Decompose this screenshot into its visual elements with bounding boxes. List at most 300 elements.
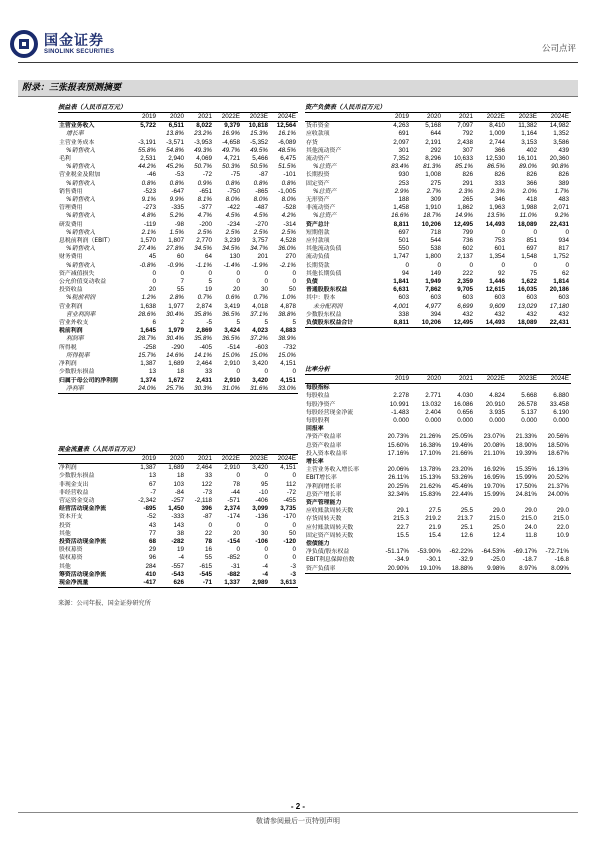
- table-header-row: [58, 455, 298, 464]
- value-cell: 143: [173, 521, 184, 529]
- value-cell: 25.1: [460, 523, 473, 531]
- row-label: 债权募资: [59, 555, 83, 562]
- value-cell: 50.5%: [250, 163, 268, 171]
- value-cell: 4,878: [280, 302, 296, 310]
- row-label: 净利润: [59, 361, 77, 368]
- value-cell: [475, 384, 507, 393]
- value-cell: 0.8%: [141, 179, 156, 187]
- value-cell: 15.0%: [278, 351, 296, 359]
- table-row: [305, 278, 571, 286]
- row-label: 存货周转天数: [306, 516, 342, 523]
- year-header: 2020: [158, 455, 186, 464]
- value-cell: 1,387: [140, 360, 156, 368]
- value-cell: 37.1%: [250, 310, 268, 318]
- value-cell: 817: [558, 245, 569, 253]
- value-cell: -895: [143, 505, 156, 513]
- table-row: [58, 579, 298, 588]
- value-cell: 2,431: [196, 376, 212, 384]
- value-cell: 11.0%: [519, 212, 537, 220]
- value-cell: 13.78%: [419, 466, 441, 474]
- year-header: 2023E: [507, 375, 539, 384]
- value-cell: 0: [152, 269, 156, 277]
- value-cell: 1,689: [168, 464, 184, 472]
- value-cell: -523: [143, 187, 156, 195]
- value-cell: 27.8%: [166, 245, 184, 253]
- row-label: 偿债能力: [306, 541, 330, 548]
- value-cell: -53.90%: [417, 548, 441, 556]
- table-row: [305, 253, 571, 261]
- year-header: 2024E: [539, 113, 571, 122]
- value-cell: 4,528: [280, 237, 296, 245]
- table-row: [305, 171, 571, 179]
- value-cell: 4,001: [393, 302, 409, 310]
- value-cell: -44: [230, 488, 240, 496]
- table-row: [305, 245, 571, 253]
- value-cell: 4.2%: [281, 212, 296, 220]
- row-label: 投资活动现金净流: [59, 539, 107, 546]
- value-cell: 826: [558, 171, 569, 179]
- value-cell: 6.190: [553, 408, 569, 416]
- value-cell: 14,493: [485, 220, 505, 228]
- table-row: [305, 548, 571, 556]
- row-label: 非现金支出: [59, 481, 89, 488]
- row-label: 净利率: [66, 385, 84, 392]
- table-row: [58, 352, 298, 360]
- value-cell: 3,099: [252, 505, 268, 513]
- row-label: 主营业务成本: [59, 139, 95, 146]
- value-cell: 36.5%: [222, 310, 240, 318]
- value-cell: 1,446: [489, 278, 505, 286]
- row-label: %税前利润: [66, 295, 96, 302]
- value-cell: 215.3: [393, 515, 409, 523]
- table-row: [305, 180, 571, 188]
- row-label: 每股经营现金净流: [306, 409, 354, 416]
- table-row: [305, 212, 571, 220]
- value-cell: 14.1%: [194, 351, 212, 359]
- row-label: 应收账款周转天数: [306, 508, 354, 515]
- value-cell: 26.11%: [388, 474, 409, 482]
- value-cell: 62: [561, 269, 569, 277]
- value-cell: 222: [462, 269, 473, 277]
- value-cell: 0.8%: [225, 179, 240, 187]
- value-cell: 2.5%: [225, 228, 240, 236]
- value-cell: 4,069: [196, 155, 212, 163]
- table-row: [58, 278, 298, 286]
- value-cell: 0: [501, 261, 505, 269]
- value-cell: 29.0: [524, 507, 537, 515]
- value-cell: 3,757: [252, 237, 268, 245]
- value-cell: -72.71%: [545, 548, 569, 556]
- value-cell: 5.137: [521, 408, 537, 416]
- value-cell: -136: [255, 513, 268, 521]
- row-label: %总资产: [313, 213, 337, 220]
- value-cell: 13: [148, 472, 156, 480]
- row-label: 总资产收益率: [306, 442, 342, 449]
- value-cell: 20.06%: [387, 466, 409, 474]
- value-cell: -557: [171, 562, 184, 570]
- value-cell: 2,071: [553, 204, 569, 212]
- value-cell: [379, 458, 411, 466]
- value-cell: 2.5%: [281, 228, 296, 236]
- value-cell: 10,206: [421, 319, 441, 327]
- value-cell: 2,770: [196, 237, 212, 245]
- value-cell: 2.771: [425, 392, 441, 400]
- value-cell: 0: [208, 269, 212, 277]
- value-cell: 21.26%: [419, 433, 441, 441]
- table-row: [305, 409, 571, 417]
- value-cell: 1,752: [553, 253, 569, 261]
- value-cell: 292: [430, 146, 441, 154]
- row-label: 增长率: [306, 459, 324, 466]
- row-label: 营业利润率: [66, 311, 96, 318]
- value-cell: 301: [398, 146, 409, 154]
- value-cell: 15.83%: [419, 490, 441, 498]
- year-header: 2022E: [475, 113, 507, 122]
- value-cell: -1.483: [391, 408, 409, 416]
- row-label: 长期贷款: [306, 262, 330, 269]
- value-cell: 0.6%: [225, 294, 240, 302]
- value-cell: 83.4%: [391, 163, 409, 171]
- value-cell: 18,089: [517, 220, 537, 228]
- value-cell: 4.5%: [253, 212, 268, 220]
- value-cell: 4,151: [280, 464, 296, 472]
- balance-table-title: 资产负债表（人民币百万元）: [305, 103, 571, 113]
- table-row: [58, 188, 298, 196]
- value-cell: 22.44%: [451, 490, 473, 498]
- value-cell: -46: [146, 171, 156, 179]
- year-header: 2022E: [214, 113, 242, 122]
- value-cell: 16.95%: [483, 474, 505, 482]
- value-cell: [539, 540, 571, 548]
- value-cell: 55: [204, 554, 212, 562]
- value-cell: [475, 458, 507, 466]
- income-statement: [58, 103, 298, 394]
- value-cell: 2,869: [196, 327, 212, 335]
- value-cell: 5: [208, 278, 212, 286]
- value-cell: [443, 458, 475, 466]
- value-cell: 16.1%: [278, 130, 296, 138]
- value-cell: [411, 540, 443, 548]
- value-cell: -154: [227, 538, 240, 546]
- value-cell: -10: [258, 488, 268, 496]
- value-cell: -487: [255, 204, 268, 212]
- table-row: [58, 212, 298, 220]
- value-cell: 20: [232, 529, 240, 537]
- value-cell: 0.9%: [197, 179, 212, 187]
- value-cell: [475, 425, 507, 433]
- value-cell: [507, 540, 539, 548]
- row-label: %总资产: [313, 188, 337, 195]
- value-cell: 603: [462, 294, 473, 302]
- value-cell: 26.578: [517, 400, 537, 408]
- table-row: [58, 163, 298, 171]
- value-cell: -2,118: [194, 497, 212, 505]
- table-row: [58, 286, 298, 294]
- value-cell: 49.5%: [250, 146, 268, 154]
- value-cell: 0: [152, 278, 156, 286]
- value-cell: [443, 384, 475, 393]
- value-cell: [507, 425, 539, 433]
- value-cell: 3,586: [553, 138, 569, 146]
- value-cell: -882: [227, 570, 240, 578]
- row-label: 公允价值变动收益: [59, 279, 107, 286]
- value-cell: -651: [199, 187, 212, 195]
- row-label: 少数股东权益: [306, 311, 342, 318]
- value-cell: 4,151: [280, 360, 296, 368]
- table-row: [305, 540, 571, 548]
- row-label: 每股指标: [306, 385, 330, 392]
- year-header: 2024E: [270, 455, 298, 464]
- table-row: [58, 522, 298, 530]
- value-cell: 7,862: [425, 286, 441, 294]
- value-cell: 0: [236, 269, 240, 277]
- value-cell: 20.52%: [547, 474, 569, 482]
- value-cell: -4,658: [222, 138, 240, 146]
- value-cell: 34.7%: [250, 245, 268, 253]
- value-cell: 2.3%: [490, 187, 505, 195]
- table-row: [305, 556, 571, 564]
- value-cell: -84: [174, 488, 184, 496]
- value-cell: 432: [558, 310, 569, 318]
- value-cell: 23.07%: [483, 433, 505, 441]
- value-cell: 1.2%: [141, 294, 156, 302]
- value-cell: 30.4%: [166, 335, 184, 343]
- table-bottom-rule: [305, 328, 571, 329]
- value-cell: 6: [152, 319, 156, 327]
- value-cell: 1,841: [393, 278, 409, 286]
- value-cell: 55: [176, 286, 184, 294]
- year-header: 2023E: [242, 113, 270, 122]
- value-cell: -647: [171, 187, 184, 195]
- row-label: 其中：股本: [306, 295, 336, 302]
- row-label: 投资: [59, 522, 71, 529]
- value-cell: 851: [526, 237, 537, 245]
- cash-flow-statement: [58, 445, 298, 588]
- value-cell: 25.0: [492, 523, 505, 531]
- value-cell: -422: [227, 204, 240, 212]
- table-row: [305, 262, 571, 270]
- value-cell: 8,811: [393, 220, 409, 228]
- value-cell: 366: [494, 146, 505, 154]
- table-header-row: [58, 113, 298, 122]
- table-row: [58, 294, 298, 302]
- value-cell: 15.5: [396, 531, 409, 539]
- value-cell: 15.0%: [222, 351, 240, 359]
- row-label: 财务费用: [59, 254, 83, 261]
- value-cell: [411, 384, 443, 393]
- value-cell: 0: [236, 368, 240, 376]
- value-cell: 602: [462, 245, 473, 253]
- value-cell: 201: [257, 253, 268, 261]
- value-cell: 4.8%: [141, 212, 156, 220]
- value-cell: 13.5%: [487, 212, 505, 220]
- table-row: [305, 229, 571, 237]
- row-label: 资产总计: [306, 221, 330, 228]
- value-cell: -417: [143, 579, 156, 587]
- value-cell: 0.000: [521, 417, 537, 425]
- table-row: [305, 474, 571, 482]
- table-row: [305, 524, 571, 532]
- row-label: 每股收益: [306, 393, 330, 400]
- value-cell: 18: [176, 472, 184, 480]
- value-cell: 17.50%: [515, 482, 537, 490]
- value-cell: 538: [430, 245, 441, 253]
- header-label-cell: [58, 113, 130, 122]
- value-cell: 753: [494, 237, 505, 245]
- value-cell: 1,337: [224, 579, 240, 587]
- value-cell: 20.08%: [483, 441, 505, 449]
- value-cell: 2.8%: [169, 294, 184, 302]
- value-cell: 10.991: [389, 400, 409, 408]
- value-cell: 0: [236, 278, 240, 286]
- value-cell: 20: [148, 286, 156, 294]
- value-cell: 2,531: [140, 155, 156, 163]
- logo-text-en: SINOLINK SECURITIES: [44, 49, 115, 55]
- table-bottom-rule: [58, 393, 298, 394]
- table-header-row: [305, 113, 571, 122]
- value-cell: 0.8%: [169, 179, 184, 187]
- value-cell: 366: [526, 179, 537, 187]
- value-cell: 14,493: [485, 319, 505, 327]
- table-row: [305, 237, 571, 245]
- value-cell: 8.09%: [551, 564, 569, 572]
- row-label: 流动负债: [306, 254, 330, 261]
- value-cell: 718: [430, 228, 441, 236]
- value-cell: 33: [204, 368, 212, 376]
- year-header: 2019: [379, 375, 411, 384]
- value-cell: 16.6%: [391, 212, 409, 220]
- table-row: [58, 505, 298, 513]
- value-cell: 15.35%: [515, 466, 537, 474]
- row-label: 货币资金: [306, 123, 330, 130]
- value-cell: 215.0: [521, 515, 537, 523]
- value-cell: 21.62%: [419, 482, 441, 490]
- table-row: [58, 155, 298, 163]
- value-cell: 0: [264, 554, 268, 562]
- row-label: 少数股东损益: [59, 369, 95, 376]
- row-label: %销售收入: [66, 262, 96, 269]
- value-cell: [539, 425, 571, 433]
- value-cell: 22,431: [549, 319, 569, 327]
- value-cell: 338: [398, 310, 409, 318]
- table-row: [58, 377, 298, 385]
- value-cell: -406: [255, 497, 268, 505]
- value-cell: 4,263: [393, 122, 409, 130]
- value-cell: [539, 458, 571, 466]
- value-cell: 64: [204, 253, 212, 261]
- year-header: 2020: [411, 375, 443, 384]
- value-cell: 1,645: [140, 327, 156, 335]
- value-cell: 38: [176, 529, 184, 537]
- logo-mark-icon: [10, 30, 38, 58]
- row-label: 营运资金变动: [59, 498, 95, 505]
- table-row: [58, 270, 298, 278]
- income-table: [58, 113, 298, 394]
- row-label: EBIT利息保障倍数: [306, 557, 355, 564]
- bottom-rule-cell: [305, 573, 571, 574]
- value-cell: 0: [264, 521, 268, 529]
- value-cell: 799: [462, 228, 473, 236]
- value-cell: 6,699: [457, 302, 473, 310]
- value-cell: 1,747: [393, 253, 409, 261]
- table-row: [58, 360, 298, 368]
- value-cell: 10,818: [248, 122, 268, 130]
- row-label: 管理费用: [59, 205, 83, 212]
- value-cell: 603: [430, 294, 441, 302]
- row-label: %销售收入: [66, 197, 96, 204]
- value-cell: -34.9: [394, 556, 409, 564]
- value-cell: -87: [202, 513, 212, 521]
- value-cell: 501: [398, 237, 409, 245]
- value-cell: -4: [262, 570, 268, 578]
- value-cell: 0: [565, 228, 569, 236]
- value-cell: -3: [290, 562, 296, 570]
- value-cell: 29.0: [556, 507, 569, 515]
- value-cell: 22.0: [556, 523, 569, 531]
- ratio-analysis: [305, 365, 571, 574]
- value-cell: -258: [143, 343, 156, 351]
- value-cell: 603: [526, 294, 537, 302]
- value-cell: 4,018: [252, 302, 268, 310]
- value-cell: 3,239: [224, 237, 240, 245]
- value-cell: 30: [260, 529, 268, 537]
- row-label: 负债: [306, 279, 318, 286]
- value-cell: 309: [430, 196, 441, 204]
- value-cell: 16.086: [453, 400, 473, 408]
- value-cell: 112: [285, 480, 296, 488]
- table-row: [305, 417, 571, 425]
- table-row: [305, 442, 571, 450]
- value-cell: 15.7%: [138, 351, 156, 359]
- table-row: [305, 303, 571, 311]
- value-cell: 2,438: [457, 138, 473, 146]
- value-cell: 2,744: [489, 138, 505, 146]
- value-cell: 29: [148, 546, 156, 554]
- value-cell: 18.67%: [547, 449, 569, 457]
- value-cell: 213.7: [457, 515, 473, 523]
- value-cell: 0.000: [457, 417, 473, 425]
- value-cell: 2.5%: [253, 228, 268, 236]
- table-row: [305, 221, 571, 229]
- value-cell: 0.000: [425, 417, 441, 425]
- value-cell: 90.8%: [551, 163, 569, 171]
- value-cell: 603: [494, 294, 505, 302]
- row-label: 其他长期负债: [306, 270, 342, 277]
- value-cell: 96: [148, 554, 156, 562]
- value-cell: 0: [405, 261, 409, 269]
- value-cell: 15.13%: [419, 474, 441, 482]
- value-cell: -106: [255, 538, 268, 546]
- value-cell: -2.1%: [279, 261, 296, 269]
- value-cell: 34.5%: [222, 245, 240, 253]
- value-cell: 60: [176, 253, 184, 261]
- value-cell: 6,511: [168, 122, 184, 130]
- value-cell: 18.7%: [423, 212, 441, 220]
- value-cell: 15.4: [428, 531, 441, 539]
- value-cell: 85.1%: [455, 163, 473, 171]
- row-label: %销售收入: [66, 164, 96, 171]
- value-cell: 1,814: [553, 278, 569, 286]
- value-cell: 50.3%: [222, 163, 240, 171]
- value-cell: 215.0: [489, 515, 505, 523]
- value-cell: 50: [288, 286, 296, 294]
- value-cell: 16: [204, 546, 212, 554]
- table-row: [58, 385, 298, 394]
- header-label-cell: [58, 455, 130, 464]
- value-cell: [443, 425, 475, 433]
- value-cell: 21.10%: [483, 449, 505, 457]
- value-cell: 0: [264, 278, 268, 286]
